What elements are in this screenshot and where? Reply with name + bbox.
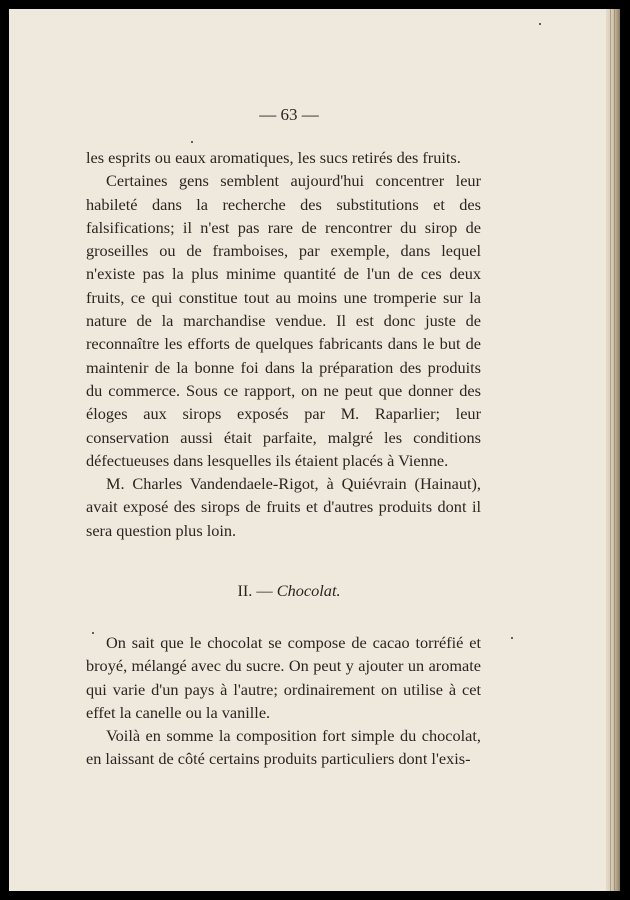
ink-speck: [539, 23, 541, 25]
text-section-1: [86, 146, 481, 542]
ink-speck: [92, 632, 94, 634]
ink-speck: [191, 141, 193, 143]
paragraph-vandendaele: M. Charles Vandendaele-Rigot, à Quiévrain (Hainaut), avait exposé des sirops de fruits et d'autres produits dont il sera question plus loin.: [86, 474, 481, 540]
section-number: II. —: [237, 581, 273, 600]
page-number: — 63 —: [259, 105, 319, 124]
book-page: [9, 9, 620, 891]
paragraph-continuation: les esprits ou eaux aromatiques, les sucs retirés des fruits.: [86, 148, 461, 167]
section-title: Chocolat.: [276, 581, 341, 600]
text-section-2: [86, 631, 481, 771]
book-spine-edge: [606, 9, 620, 891]
paragraph-chocolat-summary: Voilà en somme la composition fort simple du chocolat, en laissant de côté certains produits particuliers dont l'exis-: [86, 726, 481, 769]
paragraph-falsifications: Certaines gens semblent aujourd'hui concentrer leur habileté dans la recherche des substitutions et des falsifications; il n'est pas rare de rencontrer du sirop de groseilles ou de framboises, par exemple, dans lequel n'existe pas la plus minime quantité de l'un de ces deux fruits, ce qui constitue tout au moins une tromperie sur la nature de la marchandise vendue. Il est donc juste de reconnaître les efforts de quelques fabricants dans le but de maintenir de la bonne foi dans la préparation des produits du commerce. Sous ce rapport, on ne peut que donner des éloges aux sirops exposés par M. Raparlier; leur conservation aussi était parfaite, malgré les conditions défectueuses dans lesquelles ils étaient placés à Vienne.: [86, 171, 481, 470]
section-heading: [9, 581, 569, 601]
paragraph-chocolat-composition: On sait que le chocolat se compose de cacao torréfié et broyé, mélangé avec du sucre. On peut y ajouter un aromate qui varie d'un pays à l'autre; ordinairement on utilise à cet effet la canelle ou la vanille.: [86, 633, 481, 722]
ink-speck: [511, 637, 513, 639]
